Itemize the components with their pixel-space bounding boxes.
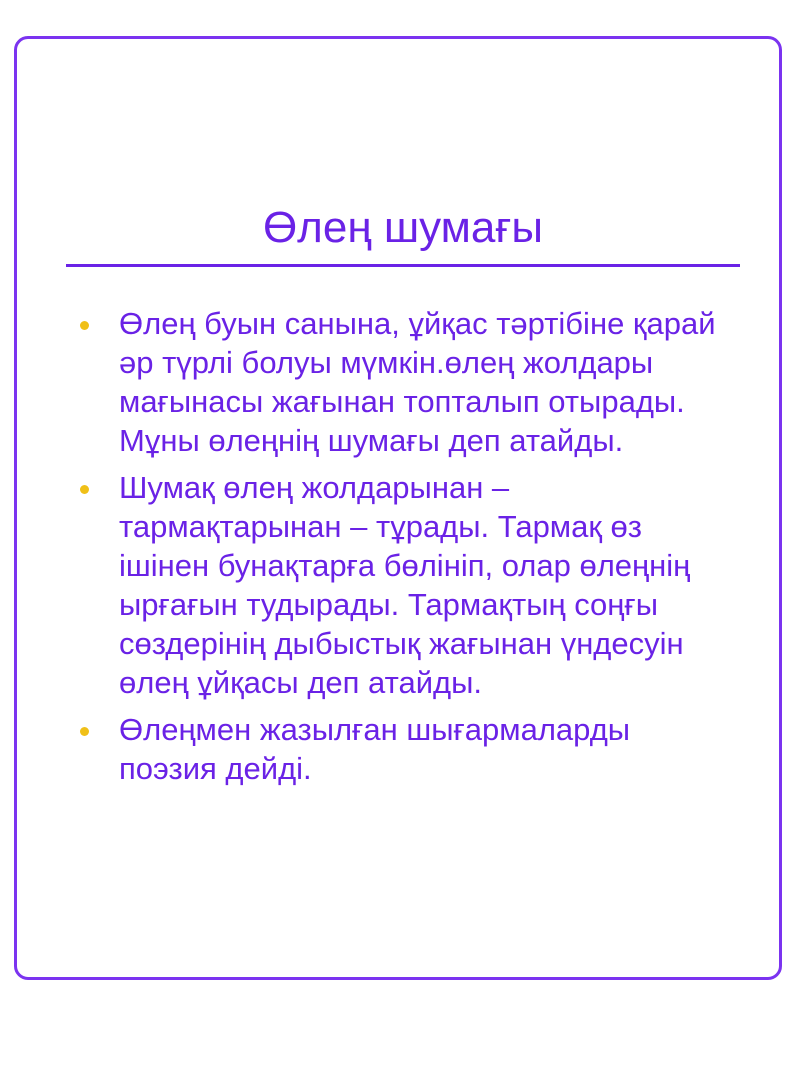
bullet-text: Шумақ өлең жолдарынан – тармақтарынан – тұрады. Тармақ өз ішінен бунақтарға бөлініп, олар өлеңнің ырғағын тудырады. Тармақтың соңғы сөздерінің дыбыстық жағынан үндесуін өлең ұйқасы деп атайды. <box>119 470 691 700</box>
bullet-item <box>80 304 720 460</box>
bullet-text: Өлеңмен жазылған шығармаларды поэзия дейді. <box>119 712 631 786</box>
bullet-item <box>80 710 720 788</box>
bullet-text: Өлең буын санына, ұйқас тәртібіне қарай әр түрлі болуы мүмкін.өлең жолдары мағынасы жағынан топталып отырады. Мұны өлеңнің шумағы деп атайды. <box>119 306 716 458</box>
bullet-dot-icon <box>80 485 89 494</box>
bullet-dot-icon <box>80 727 89 736</box>
bullet-list <box>80 304 720 796</box>
bullet-dot-icon <box>80 321 89 330</box>
bullet-item <box>80 468 720 702</box>
slide-title: Өлең шумағы <box>262 203 544 252</box>
title-underline <box>66 264 740 267</box>
